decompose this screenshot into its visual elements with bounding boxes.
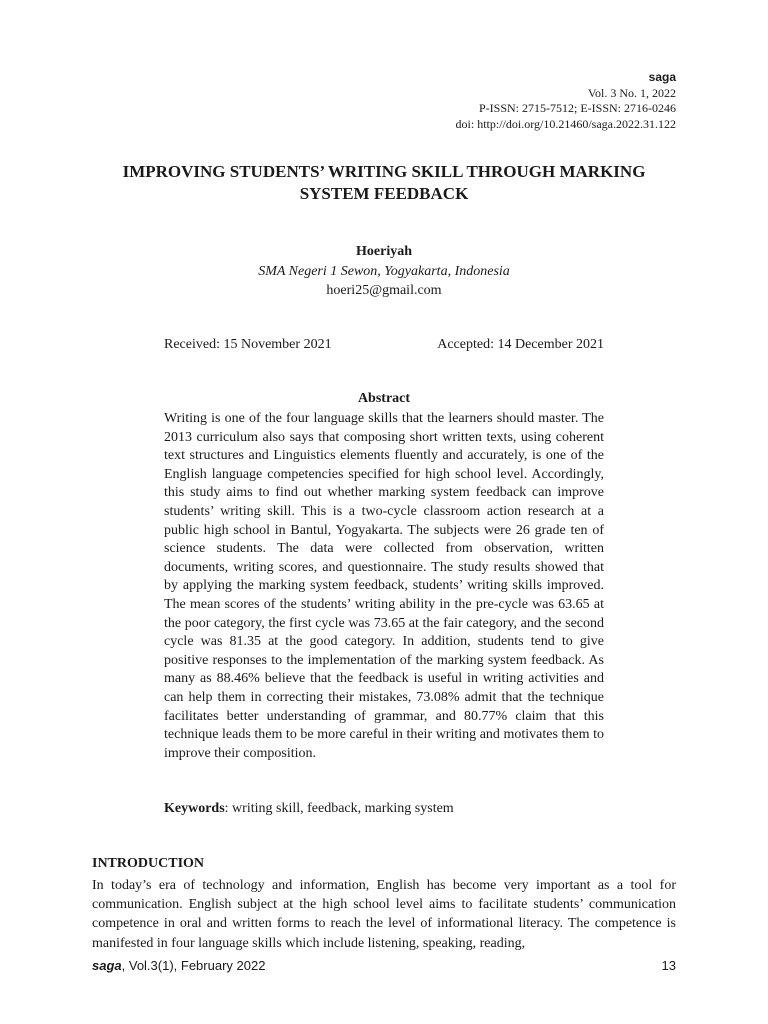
introduction-heading: INTRODUCTION — [92, 856, 205, 871]
footer-issue: , Vol.3(1), February 2022 — [121, 958, 266, 973]
journal-doi[interactable]: doi: http://doi.org/10.21460/saga.2022.31.122 — [455, 116, 676, 131]
keywords-line — [164, 801, 604, 817]
page-footer — [92, 958, 676, 973]
author-affiliation: SMA Negeri 1 Sewon, Yogyakarta, Indonesia — [258, 263, 510, 279]
journal-volume: Vol. 3 No. 1, 2022 — [587, 85, 676, 100]
received-date: Received: 15 November 2021 — [164, 337, 332, 352]
introduction-text: In today’s era of technology and information, English has become very important as a tool for communication. English subject at the high school level aims to facilitate students’ communication competence in oral and written forms to reach the level of informational literacy. The competence is manifested in four language skills which include listening, speaking, reading, — [92, 878, 676, 951]
paper-title-line-1: IMPROVING STUDENTS’ WRITING SKILL THROUGH MARKING — [122, 162, 646, 181]
author-block — [92, 242, 676, 301]
footer-journal: saga — [92, 958, 122, 973]
journal-issn: P-ISSN: 2715-7512; E-ISSN: 2716-0246 — [478, 101, 676, 115]
keywords-text: : writing skill, feedback, marking system — [224, 801, 454, 816]
journal-header — [456, 70, 676, 132]
abstract-heading: Abstract — [357, 391, 411, 406]
abstract-text: Writing is one of the four language skills that the learners should master. The 2013 curriculum also says that composing short written texts, using coherent text structures and Linguistics elements fluently and accurately, is one of the English language competencies specified for high school level. Accordingly, this study aims to find out whether marking system feedback can improve students’ writing skill. This is a two-cycle classroom action research at a public high school in Bantul, Yogyakarta. The subjects were 26 grade ten of science students. The data were collected from observation, written documents, writing scores, and questionnaire. The study results showed that by applying the marking system feedback, students’ writing skills improved. The mean scores of the students’ writing ability in the pre-cycle was 63.65 at the poor category, the first cycle was 73.65 at the fair category, and the second cycle was 81.35 at the good category. In addition, students tend to give positive responses to the implementation of the marking system feedback. As many as 88.46% believe that the feedback is useful in writing activities and can help them in correcting their mistakes, 73.08% admit that the technique facilitates better understanding of grammar, and 80.77% claim that this technique leads them to be more careful in their writing and motivates them to improve their composition. — [164, 411, 604, 761]
author-email[interactable]: hoeri25@gmail.com — [326, 283, 442, 298]
accepted-date: Accepted: 14 December 2021 — [437, 337, 604, 352]
paper-title-line-2: SYSTEM FEEDBACK — [299, 184, 469, 203]
paper-title — [92, 161, 676, 205]
author-name: Hoeriyah — [356, 244, 412, 259]
keywords-label: Keywords — [164, 801, 225, 816]
journal-name: saga — [648, 70, 676, 84]
page-number: 13 — [661, 958, 676, 973]
